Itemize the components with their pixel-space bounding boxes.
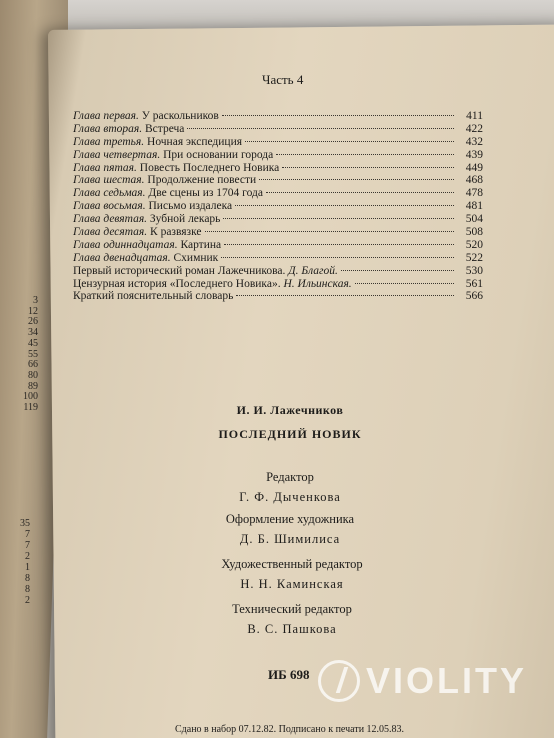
margin-number: 2 <box>25 595 30 606</box>
toc-chapter-label: Глава четвертая. <box>73 148 161 161</box>
toc-page-number: 530 <box>465 264 483 277</box>
toc-entry <box>73 239 483 252</box>
toc-entry <box>73 213 483 226</box>
toc-title: Первый исторический роман Лажечникова. <box>73 264 289 277</box>
toc-page-number: 432 <box>465 135 483 148</box>
credit-person: Н. Н. Каминская <box>240 577 344 591</box>
credit-person: Д. Б. Шимилиса <box>239 532 341 546</box>
toc-title: У раскольников <box>138 110 219 122</box>
table-of-contents <box>73 110 483 303</box>
toc-title: Повесть Последнего Новика <box>136 161 280 174</box>
toc-title: Картина <box>177 238 222 251</box>
credit-art-editor <box>182 557 402 592</box>
margin-number: 3 <box>33 295 38 306</box>
margin-number: 8 <box>25 584 30 595</box>
toc-title: Две сцены из 1704 года <box>145 187 263 200</box>
toc-entry <box>73 187 483 200</box>
toc-page-number: 449 <box>465 161 483 174</box>
toc-leader-dots <box>236 295 454 296</box>
toc-chapter-label: Глава одиннадцатая. <box>73 238 178 251</box>
toc-leader-dots <box>341 270 454 271</box>
credit-role: Художественный редактор <box>221 557 363 571</box>
credit-tech-editor <box>182 602 402 637</box>
toc-page-number: 422 <box>465 122 483 135</box>
margin-page-numbers-lower <box>0 518 30 606</box>
margin-number: 45 <box>28 337 38 349</box>
margin-number: 1 <box>25 562 30 573</box>
toc-chapter-label: Глава седьмая. <box>73 187 146 200</box>
toc-entry <box>73 265 483 278</box>
toc-page-number: 468 <box>465 174 483 187</box>
toc-entry <box>73 278 483 291</box>
margin-number: 80 <box>28 369 38 381</box>
toc-leader-dots <box>205 231 455 232</box>
toc-chapter-label: Глава третья. <box>73 135 145 148</box>
toc-entry <box>73 252 483 265</box>
toc-entry <box>73 110 483 123</box>
credit-role: Технический редактор <box>232 602 352 616</box>
margin-number: 66 <box>28 359 38 371</box>
toc-title: При основании города <box>160 148 274 161</box>
toc-page-number: 508 <box>465 226 483 239</box>
toc-page-number: 504 <box>465 213 483 226</box>
imprint-header <box>190 403 390 442</box>
toc-chapter-label: Глава шестая. <box>73 174 145 187</box>
margin-number: 100 <box>23 391 38 403</box>
toc-page-number: 520 <box>465 238 483 251</box>
toc-author: Н. Ильинская. <box>283 277 352 290</box>
toc-page-number: 411 <box>466 110 483 122</box>
toc-leader-dots <box>222 115 454 116</box>
part-title: Часть 4 <box>262 72 304 87</box>
toc-title: Схимник <box>170 251 219 264</box>
violity-logo-icon <box>318 660 360 702</box>
margin-number: 12 <box>28 305 38 317</box>
credit-role: Редактор <box>266 470 314 484</box>
toc-entry <box>73 174 483 187</box>
ib-number: ИБ 698 <box>268 667 310 682</box>
toc-title: К развязке <box>147 226 202 239</box>
margin-number: 119 <box>23 402 38 414</box>
toc-title: Письмо издалека <box>145 200 233 213</box>
margin-number: 8 <box>25 573 30 584</box>
toc-page-number: 478 <box>465 187 483 200</box>
toc-page-number: 566 <box>465 290 483 303</box>
toc-chapter-label: Глава первая. <box>73 110 139 122</box>
toc-title: Краткий пояснительный словарь <box>73 290 234 303</box>
toc-leader-dots <box>355 283 454 284</box>
toc-leader-dots <box>259 179 454 180</box>
toc-leader-dots <box>282 167 454 168</box>
credit-role: Оформление художника <box>225 512 355 526</box>
credit-person: Г. Ф. Дыченкова <box>239 490 341 504</box>
toc-chapter-label: Глава девятая. <box>73 213 148 226</box>
toc-page-number: 481 <box>465 200 483 213</box>
toc-page-number: 522 <box>465 251 483 264</box>
toc-title: Продолжение повести <box>144 174 257 187</box>
toc-leader-dots <box>223 218 454 219</box>
toc-chapter-label: Глава вторая. <box>73 122 143 135</box>
toc-title: Ночная экспедиция <box>144 135 243 148</box>
toc-title: Зубной лекарь <box>147 213 221 226</box>
toc-entry <box>73 136 483 149</box>
toc-page-number: 561 <box>465 277 483 290</box>
book-title: ПОСЛЕДНИЙ НОВИК <box>218 427 362 441</box>
margin-number: 2 <box>25 551 30 562</box>
toc-entry <box>73 162 483 175</box>
credit-design <box>180 512 400 547</box>
toc-leader-dots <box>266 192 454 193</box>
toc-leader-dots <box>245 141 454 142</box>
print-info: Сдано в набор 07.12.82. Подписано к печати 12.05.83. <box>175 724 405 735</box>
margin-number: 55 <box>28 348 38 360</box>
toc-entry <box>73 200 483 213</box>
margin-number: 26 <box>28 316 38 328</box>
credit-editor <box>180 470 400 505</box>
margin-number: 7 <box>25 529 30 540</box>
margin-number: 35 <box>20 518 30 529</box>
margin-number: 89 <box>28 380 38 392</box>
margin-number: 7 <box>25 540 30 551</box>
toc-leader-dots <box>224 244 454 245</box>
toc-chapter-label: Глава восьмая. <box>73 200 146 213</box>
margin-number: 34 <box>28 327 38 339</box>
toc-leader-dots <box>235 205 454 206</box>
watermark <box>318 660 527 702</box>
toc-title: Встреча <box>142 122 185 135</box>
toc-author: Д. Благой. <box>288 264 338 277</box>
toc-title: Цензурная история «Последнего Новика». <box>73 277 284 290</box>
toc-page-number: 439 <box>465 148 483 161</box>
credit-person: В. С. Пашкова <box>247 622 337 636</box>
toc-entry <box>73 226 483 239</box>
margin-page-numbers <box>0 296 38 414</box>
toc-entry <box>73 149 483 162</box>
toc-leader-dots <box>187 128 454 129</box>
toc-entry <box>73 290 483 303</box>
toc-chapter-label: Глава двенадцатая. <box>73 251 171 264</box>
toc-chapter-label: Глава десятая. <box>73 226 148 239</box>
watermark-text: VIOLITY <box>366 660 528 701</box>
toc-chapter-label: Глава пятая. <box>73 161 137 174</box>
toc-leader-dots <box>221 257 454 258</box>
toc-entry <box>73 123 483 136</box>
author-name: И. И. Лажечников <box>236 403 344 417</box>
toc-leader-dots <box>276 154 454 155</box>
